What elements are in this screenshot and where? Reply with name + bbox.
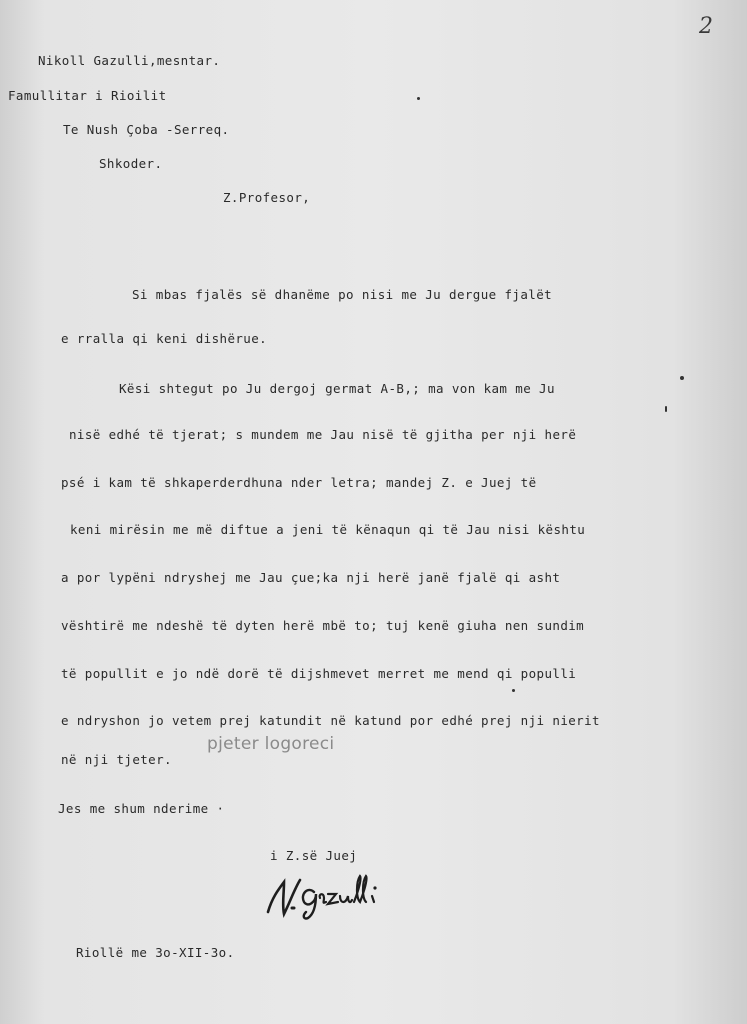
page-number: 2 [699, 14, 714, 39]
ink-speck [665, 406, 667, 412]
sender-name-line: Nikoll Gazulli,mesntar. [38, 53, 221, 68]
handwritten-signature [262, 868, 392, 924]
body-line: e rralla qi keni dishërue. [61, 331, 268, 346]
body-line: vështirë me ndeshë të dyten herë mbë to; tuj kenë giuha nen sundim [61, 618, 585, 633]
watermark: pjeter logoreci [207, 734, 335, 754]
salutation: Z.Profesor, [223, 190, 311, 205]
place-date-line: Riollë me 3o-XII-3o. [76, 945, 235, 960]
body-line: a por lypëni ndryshej me Jau çue;ka nji herë janë fjalë qi asht [61, 570, 561, 585]
body-line: psé i kam të shkaperderdhuna nder letra; mandej Z. e Juej të [61, 475, 537, 490]
ink-speck [417, 97, 420, 100]
body-line: keni mirësin me më diftue a jeni të kënaqun qi të Jau nisi kështu [70, 522, 586, 537]
body-line: nisë edhé të tjerat; s mundem me Jau nisë të gjitha per nji herë [69, 427, 577, 442]
body-line: të popullit e jo ndë dorë të dijshmevet merret me mend qi populli [61, 666, 577, 681]
body-line: e ndryshon jo vetem prej katundit në katund por edhé prej nji nierit [61, 713, 600, 728]
recipient-line: Te Nush Çoba -Serreq. [63, 122, 230, 137]
city-line: Shkoder. [99, 156, 163, 171]
body-line: në nji tjeter. [61, 752, 172, 767]
sender-title-line: Famullitar i Rioilit [8, 88, 167, 103]
ink-speck [512, 689, 515, 692]
body-line: Kësi shtegut po Ju dergoj germat A-B,; ma von kam me Ju [119, 381, 555, 396]
body-line: Si mbas fjalës së dhanëme po nisi me Ju dergue fjalët [132, 287, 553, 302]
sign-off-line: i Z.së Juej [270, 848, 358, 863]
ink-speck [680, 376, 684, 380]
closing-line: Jes me shum nderime · [58, 801, 225, 816]
